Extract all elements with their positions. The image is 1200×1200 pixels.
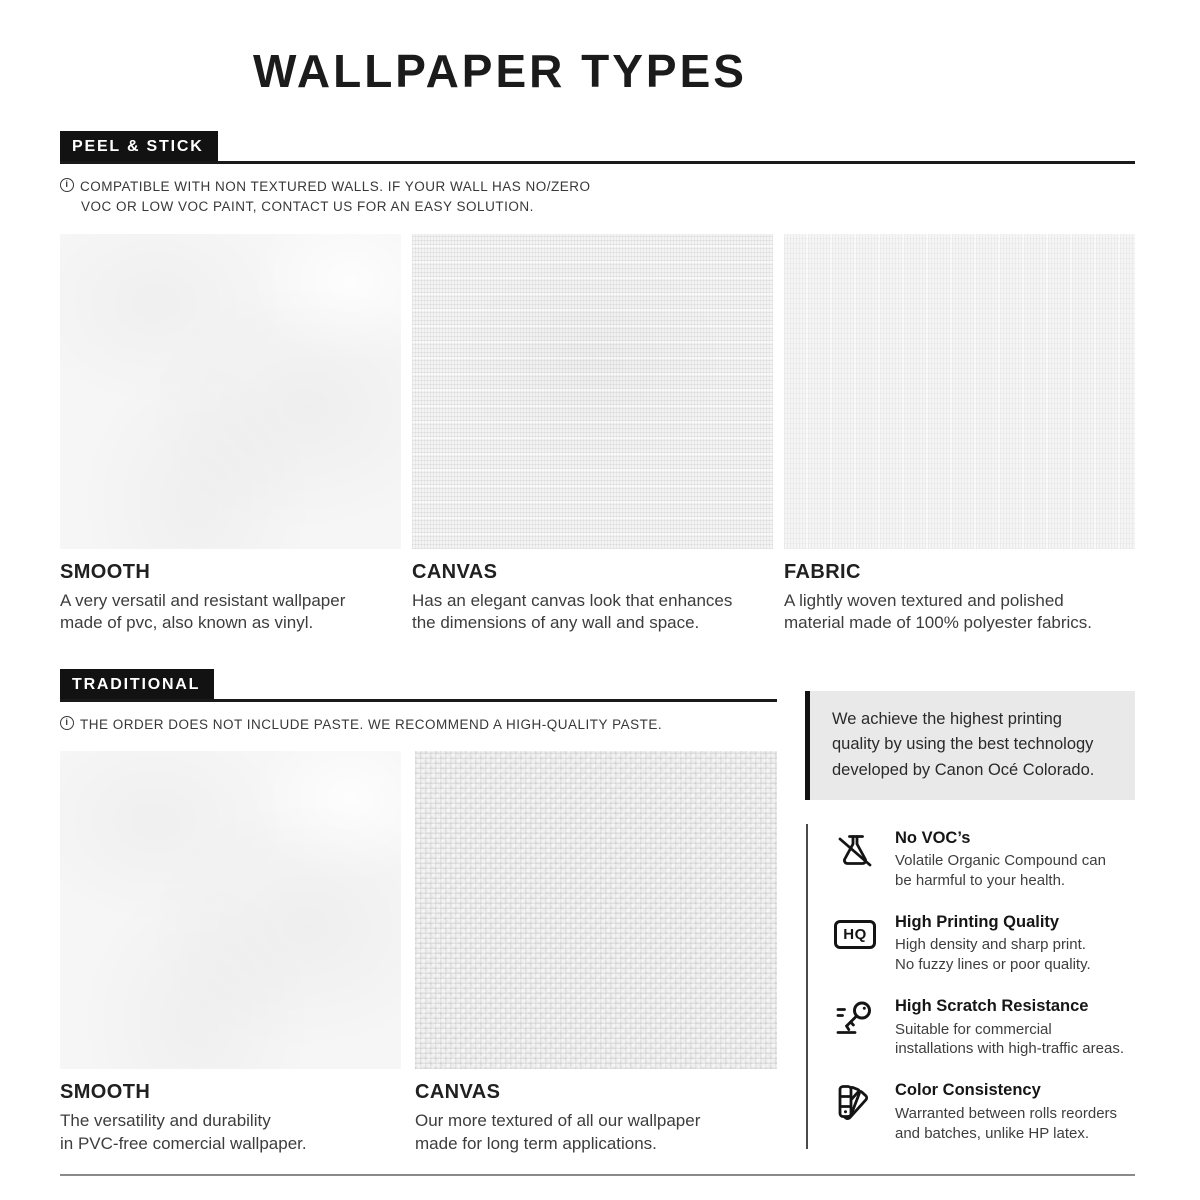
smooth-texture-sample (60, 751, 401, 1069)
feature-title: High Printing Quality (895, 912, 1060, 931)
smooth-texture-sample (60, 234, 401, 549)
section-traditional (60, 669, 777, 1156)
callout-line: quality by using the best technology (832, 735, 1094, 754)
swatch-name: CANVAS (412, 560, 498, 583)
page-title: WALLPAPER TYPES (253, 45, 747, 97)
feature-scratch-resistance (832, 996, 1135, 1059)
section-badge-traditional: TRADITIONAL (60, 669, 214, 699)
swatch-name: FABRIC (784, 560, 861, 583)
scratch-key-icon (832, 996, 878, 1042)
swatch-card-smooth (60, 751, 401, 1155)
feature-title: No VOC’s (895, 828, 971, 847)
feature-title: High Scratch Resistance (895, 997, 1089, 1016)
swatch-name: CANVAS (415, 1081, 501, 1104)
info-icon: i (60, 178, 74, 192)
quality-callout (805, 691, 1135, 800)
swatch-card-smooth (60, 234, 401, 635)
section-rule-traditional (60, 669, 777, 702)
feature-title: Color Consistency (895, 1081, 1041, 1100)
traditional-note (60, 715, 777, 735)
note-line: THE ORDER DOES NOT INCLUDE PASTE. WE RECOMMEND A HIGH-QUALITY PASTE. (80, 717, 663, 733)
swatch-name: SMOOTH (60, 560, 151, 583)
quality-sidebar (805, 691, 1135, 1156)
note-line: COMPATIBLE WITH NON TEXTURED WALLS. IF YOUR WALL HAS NO/ZERO (80, 179, 591, 195)
swatch-card-fabric (784, 234, 1135, 635)
swatch-card-canvas (412, 234, 773, 635)
feature-description: Warranted between rolls reorders and batches, unlike HP latex. (895, 1104, 1118, 1142)
fabric-texture-sample (784, 234, 1135, 549)
canvas-texture-sample (415, 751, 777, 1069)
callout-line: developed by Canon Océ Colorado. (832, 761, 1095, 780)
section-peel-stick (60, 131, 1135, 635)
swatch-description: The versatility and durability in PVC-free comercial wallpaper. (60, 1111, 307, 1153)
traditional-swatch-grid (60, 751, 777, 1155)
feature-color-consistency (832, 1080, 1135, 1143)
swatch-description: A lightly woven textured and polished material made of 100% polyester fabrics. (784, 590, 1093, 633)
no-voc-icon (832, 828, 878, 874)
swatch-name: SMOOTH (60, 1081, 151, 1104)
swatch-description: Our more textured of all our wallpaper made for long term applications. (415, 1111, 701, 1153)
feature-description: Volatile Organic Compound can be harmful to your health. (895, 852, 1106, 890)
callout-line: We achieve the highest printing (832, 709, 1062, 728)
color-swatches-icon (832, 1080, 878, 1126)
peel-stick-note (60, 177, 1135, 218)
swatch-card-canvas (415, 751, 777, 1155)
section-rule-peel-stick (60, 131, 1135, 164)
peel-stick-swatch-grid (60, 234, 1135, 635)
bottom-divider (60, 1174, 1135, 1176)
section-badge-peel-stick: PEEL & STICK (60, 131, 218, 161)
info-icon: i (60, 716, 74, 730)
bottom-area (60, 669, 1135, 1156)
feature-description: High density and sharp print. No fuzzy lines or poor quality. (895, 936, 1091, 974)
feature-high-printing-quality (832, 912, 1135, 975)
hq-icon: HQ (832, 912, 878, 958)
swatch-description: A very versatil and resistant wallpaper made of pvc, also known as vinyl. (60, 590, 346, 633)
feature-description: Suitable for commercial installations with high-traffic areas. (895, 1020, 1124, 1058)
note-line: VOC OR LOW VOC PAINT, CONTACT US FOR AN EASY SOLUTION. (81, 199, 534, 215)
feature-no-voc (832, 828, 1135, 891)
canvas-texture-sample (412, 234, 773, 549)
swatch-description: Has an elegant canvas look that enhances the dimensions of any wall and space. (412, 590, 733, 633)
feature-list (806, 824, 1135, 1150)
